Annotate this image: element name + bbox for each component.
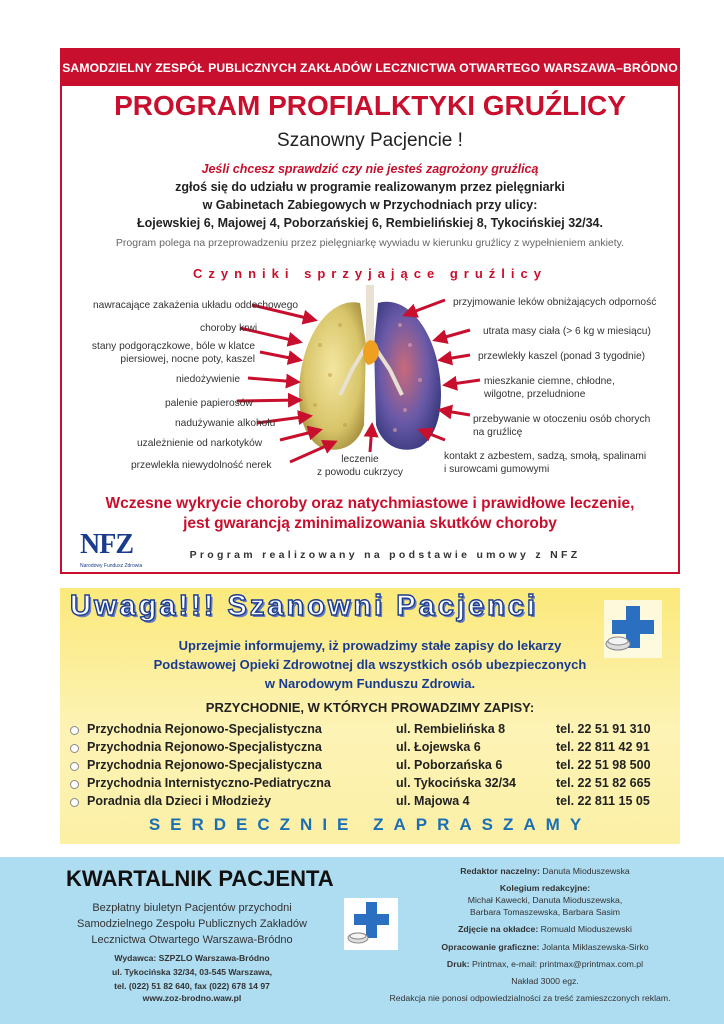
registration-info [60, 636, 680, 693]
factor-right-2: utrata masy ciała (> 6 kg w miesiącu) [483, 326, 651, 337]
print-details: Printmax, e-mail: printmax@printmax.com.pl [472, 959, 644, 969]
clinic-row [70, 794, 670, 812]
bullet-icon [70, 726, 79, 735]
clinic-row [70, 740, 670, 758]
early-detection-message [60, 494, 680, 534]
program-description: Program polega na przeprowadzeniu przez pielęgniarkę wywiadu w kierunku gruźlicy z wypełnieniem ankiety. [115, 237, 625, 249]
clinic-row [70, 722, 670, 740]
photo-label: Zdjęcie na okładce: [458, 924, 539, 934]
clinic-name: Przychodnia Rejonowo-Specjalistyczna [87, 758, 322, 772]
factor-right-6a: kontakt z azbestem, sadzą, smołą, spalinami [444, 451, 647, 462]
graphics-label: Opracowanie graficzne: [441, 942, 540, 952]
intro-streets: Łojewskiej 6, Majowej 4, Poborzańskiej 6, Rembielińskiej 8, Tykocińskiej 32/34. [137, 216, 603, 230]
factor-left-1: nawracające zakażenia układu oddechowego [93, 300, 299, 311]
factor-left-2: choroby krwi [200, 323, 258, 334]
clinics-heading: PRZYCHODNIE, W KTÓRYCH PROWADZIMY ZAPISY: [205, 700, 535, 715]
clinic-row [70, 758, 670, 776]
website-link[interactable]: www.zoz-brodno.waw.pl [142, 993, 242, 1003]
bulletin-line-3: Lecznictwa Otwartego Warszawa-Bródno [91, 934, 293, 946]
clinic-street: ul. Tykocińska 32/34 [396, 776, 516, 790]
info-line-3: w Narodowym Funduszu Zdrowia. [264, 676, 476, 691]
info-line-2: Podstawowej Opieki Zdrowotnej dla wszystkich osób ubezpieczonych [153, 657, 587, 672]
intro-line-2: zgłoś się do udziału w programie realizowanym przez pielęgniarki [175, 180, 565, 194]
factor-left-6: nadużywanie alkoholu [175, 418, 276, 429]
graphics-author: Jolanta Miklaszewska-Sirko [541, 942, 649, 952]
publisher-line-1: Wydawca: SZPZLO Warszawa-Bródno [114, 953, 270, 963]
factor-right-4b: wilgotne, przeludnione [484, 389, 586, 400]
nfz-logo-subtitle: Narodowy Fundusz Zdrowia [80, 563, 143, 569]
disclaimer: Redakcja nie ponosi odpowiedzialności za treść zamieszczonych reklam. [389, 993, 671, 1003]
factor-right-5b: na gruźlicę [473, 427, 523, 438]
factor-left-7: uzależnienie od narkotyków [137, 438, 263, 449]
print-label: Druk: [446, 959, 470, 969]
intro-line-3: w Gabinetach Zabiegowych w Przychodniach przy ulicy: [202, 198, 538, 212]
clinic-phone: tel. 22 811 42 91 [556, 740, 650, 754]
invitation: SERDECZNIE ZAPRASZAMY [148, 815, 592, 834]
bullet-icon [70, 780, 79, 789]
board-label [390, 882, 700, 894]
clinic-street: ul. Rembielińska 8 [396, 722, 506, 736]
clinic-phone: tel. 22 51 82 665 [556, 776, 651, 790]
bulletin-line-1: Bezpłatny biuletyn Pacjentów przychodni [92, 902, 292, 914]
print-run: Nakład 3000 egz. [511, 976, 579, 986]
publisher-line-3: tel. (022) 51 82 640, fax (022) 678 14 97 [114, 981, 270, 991]
clinic-name: Przychodnia Rejonowo-Specjalistyczna [87, 740, 322, 754]
clinic-name: Przychodnia Rejonowo-Specjalistyczna [87, 722, 322, 736]
publisher-line-2: ul. Tykocińska 32/34, 03-545 Warszawa, [111, 967, 273, 977]
clinic-street: ul. Majowa 4 [396, 794, 470, 808]
bulletin-line-2: Samodzielnego Zespołu Publicznych Zakładów [77, 918, 307, 930]
page-title: PROGRAM PROFIALKTYKI GRUŹLICY [114, 90, 626, 121]
magazine-title: KWARTALNIK PACJENTA [66, 866, 334, 891]
clinic-street: ul. Łojewska 6 [396, 740, 481, 754]
clinic-street: ul. Poborzańska 6 [396, 758, 503, 772]
factor-left-4: niedożywienie [176, 374, 240, 385]
photo-credit [390, 923, 700, 935]
notice-title: Uwaga!!! Szanowni Pacjenci [70, 590, 538, 622]
clinic-name: Przychodnia Internistyczno-Pediatryczna [87, 776, 331, 790]
info-line-1: Uprzejmie informujemy, iż prowadzimy stałe zapisy do lekarzy [178, 638, 562, 653]
graphics-credit [390, 941, 700, 953]
clinic-phone: tel. 22 811 15 05 [556, 794, 650, 808]
org-banner: SAMODZIELNY ZESPÓŁ PUBLICZNYCH ZAKŁADÓW LECZNICTWA OTWARTEGO WARSZAWA–BRÓDNO [62, 50, 678, 86]
clinic-name: Poradnia dla Dzieci i Młodzieży [87, 794, 272, 808]
bullet-icon [70, 744, 79, 753]
print-info [390, 958, 700, 970]
greeting: Szanowny Pacjencie ! [277, 130, 463, 151]
factor-right-1: przyjmowanie leków obniżających odporność [453, 297, 657, 308]
publisher-info [52, 951, 332, 993]
nfz-program-note: Program realizowany na podstawie umowy z NFZ [189, 549, 581, 561]
intro-question: Jeśli chcesz sprawdzić czy nie jesteś zagrożony gruźlicą [201, 162, 539, 176]
factors-title: Czynniki sprzyjające gruźlicy [193, 266, 547, 281]
factor-left-5: palenie papierosów [165, 398, 253, 409]
bulletin-description [52, 900, 332, 948]
editor-name: Danuta Mioduszewska [542, 866, 630, 876]
photo-author: Romuald Mioduszewski [540, 924, 632, 934]
factor-right-5a: przebywanie w otoczeniu osób chorych [473, 414, 651, 425]
factor-right-6b: i surowcami gumowymi [444, 464, 550, 475]
early-line-1: Wczesne wykrycie choroby oraz natychmiastowe i prawidłowe leczenie, [105, 495, 635, 512]
factor-right-3: przewlekły kaszel (ponad 3 tygodnie) [478, 351, 646, 362]
early-line-2: jest gwarancją zminimalizowania skutków choroby [183, 515, 557, 532]
clinic-row [70, 776, 670, 794]
factor-left-3a: stany podgorączkowe, bóle w klatce [91, 341, 255, 352]
factor-center-1: leczenie [341, 454, 379, 465]
factor-left-8: przewlekła niewydolność nerek [131, 460, 272, 471]
bullet-icon [70, 798, 79, 807]
clinic-phone: tel. 22 51 91 310 [556, 722, 651, 736]
editor-info [390, 865, 700, 877]
factor-left-3b: piersiowej, nocne poty, kaszel [120, 354, 255, 365]
board-label-text: Kolegium redakcyjne: [499, 883, 591, 893]
clinic-phone: tel. 22 51 98 500 [556, 758, 651, 772]
board-line-2: Barbara Tomaszewska, Barbara Sasim [469, 907, 620, 917]
factor-center-2: z powodu cukrzycy [316, 467, 404, 478]
board-line-1: Michał Kawecki, Danuta Mioduszewska, [467, 895, 623, 905]
editor-label: Redaktor naczelny: [460, 866, 540, 876]
nfz-logo: NFZ [80, 529, 133, 560]
bullet-icon [70, 762, 79, 771]
factor-right-4a: mieszkanie ciemne, chłodne, [484, 376, 615, 387]
